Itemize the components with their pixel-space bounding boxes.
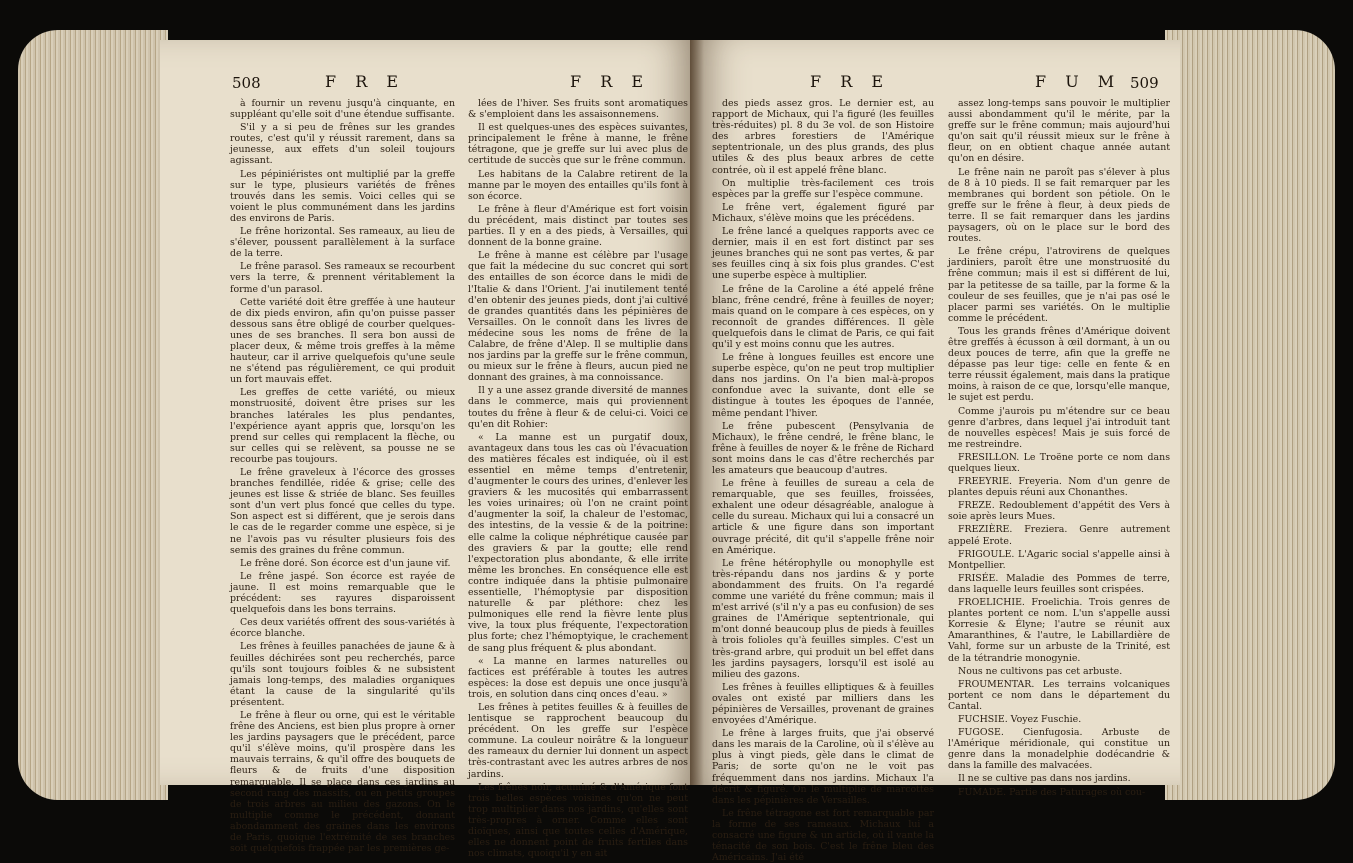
left-column-1 — [230, 98, 455, 855]
left-column-2 — [468, 98, 688, 860]
paragraph: Le frêne parasol. Ses rameaux se recourbent vers la terre, & prennent véritablement la forme d'un parasol. — [230, 261, 455, 295]
paragraph: Ces deux variétés offrent des sous-variétés à écorce blanche. — [230, 617, 455, 640]
paragraph: Le frêne à manne est célèbre par l'usage que fait la médecine du suc concret qui sort des entailles de son écorce dans le midi de l'Italie & dans l'Orient. J'ai inutilement tenté d'en obtenir des jeunes pieds, dont j'ai cultivé de grandes quantités dans les pépinières de Versailles. On le connoît dans les livres de médecine sous les noms de frêne de la Calabre, de frêne d'Alep. Il se multiplie dans nos jardins par la greffe sur le frêne commun, ou mieux sur le frêne à fleurs, aucun pied ne donnant des graines, à ma connoissance. — [468, 250, 688, 384]
paragraph: Il ne se cultive pas dans nos jardins. — [958, 773, 1131, 785]
paragraph: Le frêne vert, également figuré par Michaux, s'élève moins que les précédens. — [712, 201, 934, 224]
dictionary-entry: FREEYRIE. Freyeria. Nom d'un genre de plantes depuis réuni aux Chonanthes. — [948, 476, 1170, 499]
paragraph: des pieds assez gros. Le dernier est, au rapport de Michaux, qui l'a figuré (les feuilles très-réduites) pl. 8 du 3e vol. de son Histoire des arbres forestiers de l'Amérique septentrionale, un des plus grands, des plus utiles & des plus beaux arbres de cette contrée, où il est appelé frêne blanc. — [712, 98, 934, 176]
paragraph: « La manne en larmes naturelles ou factices est préférable à toutes les autres espèces: la dose est depuis une once jusqu'à trois, en solution dans cinq onces d'eau. » — [468, 655, 688, 700]
paragraph: Les habitans de la Calabre retirent de la manne par le moyen des entailles qu'ils font à son écorce. — [468, 168, 688, 202]
left-page-number: 508 — [232, 74, 261, 92]
right-column-1 — [712, 98, 934, 863]
dictionary-entry: FROELICHIE. Froelichia. Trois genres de plantes portent ce nom. L'un s'appelle aussi Korresie & Élyne; l'autre se réunit aux Amaranthines, & l'autre, le Labillardière de Vahl, forme sur un arbuste de la Trinité, est de la tétrandrie monogynie. — [948, 597, 1170, 664]
left-running-head-2: F R E — [570, 72, 650, 91]
paragraph: Le frêne à larges fruits, que j'ai observé dans les marais de la Caroline, où il s'élève au plus à vingt pieds, gèle dans le climat de Paris; de sorte qu'on ne le voit pas fréquemment dans nos jardins. Michaux l'a décrit & figuré. On le multiplie de marcottes dans les pépinières de Versailles. — [712, 728, 934, 806]
paragraph: Le frêne jaspé. Son écorce est rayée de jaune. Il est moins remarquable que le précédent: ses rayures disparoissent quelquefois dans les bons terrains. — [230, 570, 455, 616]
paragraph: Le frêne hétérophylle ou monophylle est très-répandu dans nos jardins & y porte abondamment des fruits. On l'a regardé comme une variété du frêne commun; mais il m'est arrivé (s'il n'y a pas eu confusion) de ses graines de l'Amérique septentrionale, qui m'ont donné beaucoup plus de pieds à feuilles à trois folioles qu'à feuilles simples. C'est un très-grand arbre, qui produit un bel effet dans les jardins paysagers, lorsqu'il est isolé au milieu des gazons. — [712, 557, 934, 680]
paragraph: Le frêne à fleur ou orne, qui est le véritable frêne des Anciens, est bien plus propre à orner les jardins paysagers que le précédent, parce qu'il s'élève moins, qu'il prospère dans les mauvais terrains, & qu'il offre des bouquets de fleurs & de fruits d'une disposition remarquable. Il se place dans ces jardins au second rang des massifs, ou en petits groupes de trois arbres au milieu des gazons. On le multiplie comme le précédent, donnant abondamment des graines dans les environs de Paris, quoique l'extrémité de ses branches soit quelquefois frappée par les premières ge- — [230, 709, 455, 855]
paragraph: Le frêne pubescent (Pensylvania de Michaux), le frêne cendré, le frêne blanc, le frêne à feuilles de noyer & le frêne de Richard sont moins dans le cas d'être recherchés par les amateurs que beaucoup d'autres. — [712, 420, 934, 476]
paragraph: S'il y a si peu de frênes sur les grandes routes, c'est qu'il y réussit rarement, dans sa jeunesse, aux effets d'un soleil toujours agissant. — [230, 122, 455, 167]
paragraph: Les frênes à feuilles panachées de jaune & à feuilles déchirées sont peu recherchés, parce qu'ils sont toujours foibles & ne subsistent jamais long-temps, des maladies organiques étant la cause de la singularité qu'ils présentent. — [230, 641, 455, 708]
paragraph: Les frênes à feuilles elliptiques & à feuilles ovales ont existé par milliers dans les pépinières de Versailles, provenant de graines envoyées d'Amérique. — [712, 681, 934, 727]
paragraph: « La manne est un purgatif doux, avantageux dans tous les cas où l'évacuation des matières fécales est indiquée, où il est essentiel en même temps d'entretenir, d'augmenter le cours des urines, d'enlever les graviers & les mucosités qui embarrassent les voies urinaires; où l'on ne craint point d'augmenter la soif, la chaleur de l'estomac, des intestins, de la vessie & de la poitrine: elle calme la colique néphrétique causée par des graviers & par la goutte; elle rend l'expectoration plus abondante, & elle irrite même les bronches. En conséquence elle est contre indiquée dans la phtisie pulmonaire essentielle, l'hémoptysie par disposition naturelle & par pléthore: chez les pulmoniques elle rend la fièvre lente plus vive, la toux plus fréquente, l'expectoration plus forte; chez l'hémoptyique, le crachement de sang plus fréquent & plus abondant. — [468, 431, 688, 654]
dictionary-entry: FUCHSIE. Voyez Fuschie. — [958, 713, 1082, 725]
paragraph: Le frêne à longues feuilles est encore une superbe espèce, qu'on ne peut trop multiplier dans nos jardins. On l'a bien mal-à-propos confondue avec la suivante, dont elle se distingue à toutes les époques de l'année, même pendant l'hiver. — [712, 352, 934, 419]
page-edges-left — [18, 30, 168, 800]
dictionary-entry: FREZE. Redoublement d'appétit des Vers à soie après leurs Mues. — [948, 500, 1170, 523]
paragraph: Le frêne horizontal. Ses rameaux, au lieu de s'élever, poussent parallèlement à la surface de la terre. — [230, 226, 455, 260]
paragraph: Le frêne de la Caroline a été appelé frêne blanc, frêne cendré, frêne à feuilles de noyer; mais quand on le compare à ces espèces, on y reconnoît de grandes différences. Il gèle quelquefois dans le climat de Paris, ce qui fait qu'il y est moins connu que les autres. — [712, 283, 934, 350]
paragraph: Il y a une assez grande diversité de mannes dans le commerce, mais qui proviennent toutes du frêne à fleur & de celui-ci. Voici ce qu'en dit Rohier: — [468, 385, 688, 430]
page-edges-right — [1165, 30, 1335, 800]
paragraph: à fournir un revenu jusqu'à cinquante, en suppléant qu'elle soit d'une étendue suffisante. — [230, 98, 455, 121]
paragraph: assez long-temps sans pouvoir le multiplier aussi abondamment qu'il le mérite, par la greffe sur le frêne commun; mais aujourd'hui qu'on sait qu'il réussit mieux sur le frêne à fleur, on en obtient chaque année autant qu'on en désire. — [948, 98, 1170, 165]
paragraph: Les pépiniéristes ont multiplié par la greffe sur le type, plusieurs variétés de frênes trouvés dans les semis. Voici celles qui se voient le plus communément dans les jardins des environs de Paris. — [230, 168, 455, 224]
dictionary-entry: FREZIÈRE. Freziera. Genre autrement appelé Erote. — [948, 524, 1170, 547]
dictionary-entry: FRIGOULE. L'Agaric social s'appelle ainsi à Montpellier. — [948, 548, 1170, 571]
dictionary-entry: FRESILLON. Le Troëne porte ce nom dans quelques lieux. — [948, 451, 1170, 474]
paragraph: Le frêne nain ne paroît pas s'élever à plus de 8 à 10 pieds. Il se fait remarquer par les membranes qui bordent son pétiole. On le greffe sur le frêne à fleur, à deux pieds de terre. Il se fait remarquer dans les jardins paysagers, où on le place sur le bord des routes. — [948, 166, 1170, 245]
paragraph: Tous les grands frênes d'Amérique doivent être greffés à écusson à œil dormant, à un ou deux pouces de terre, afin que la greffe ne dépasse pas leur tige: celle en fente & en terre réussit également, mais dans la pratique moins, à raison de ce que, lorsqu'elle manque, le sujet est perdu. — [948, 325, 1170, 404]
right-column-2 — [948, 98, 1170, 798]
book-gutter — [690, 40, 704, 785]
dictionary-entry: FRISÉE. Maladie des Pommes de terre, dans laquelle leurs feuilles sont crispées. — [948, 572, 1170, 595]
paragraph: Le frêne à fleur d'Amérique est fort voisin du précédent, mais distinct par toutes ses parties. Il y en a des pieds, à Versailles, qui donnent de la bonne graine. — [468, 203, 688, 249]
paragraph: Les frênes à petites feuilles & à feuilles de lentisque se rapprochent beaucoup du précédent. On les greffe sur l'espèce commune. La couleur noirâtre & la longueur des rameaux du dernier lui donnent un aspect très-contrastant avec les autres arbres de nos jardins. — [468, 701, 688, 780]
paragraph: Comme j'aurois pu m'étendre sur ce beau genre d'arbres, dans lequel j'ai introduit tant de nouvelles espèces! Mais je suis forcé de me restreindre. — [948, 405, 1170, 450]
paragraph: Le frêne tétragone est fort remarquable par la forme de ses rameaux. Michaux lui a consacré une figure & un article, où il vante la ténacité de son bois. C'est le frêne bleu des Américains. J'ai été — [712, 807, 934, 863]
dictionary-entry: FUMADE. Partie des Paturages où cou- — [958, 786, 1146, 798]
right-running-head-1: F R E — [810, 72, 890, 91]
right-running-head-2: F U M — [1035, 72, 1122, 91]
paragraph: Le frêne doré. Son écorce est d'un jaune vif. — [240, 557, 451, 569]
left-page — [160, 40, 700, 860]
paragraph: Le frêne à feuilles de sureau a cela de remarquable, que ses feuilles, froissées, exhalent une odeur désagréable, analogue à celle du sureau. Michaux qui lui a consacré un article & une figure dans son important ouvrage précité, dit qu'il s'appelle frêne noir en Amérique. — [712, 478, 934, 556]
paragraph: Cette variété doit être greffée à une hauteur de dix pieds environ, afin qu'on puisse passer dessous sans être obligé de courber quelques-unes de ses branches. Il sera bon aussi de placer deux, & même trois greffes à la même hauteur, car il arrive quelquefois qu'une seule ne s'étend pas régulièrement, ce qui produit un fort mauvais effet. — [230, 296, 455, 386]
right-page — [690, 40, 1180, 863]
paragraph: Les frênes noir, acuminé & d'Amérique font trois belles espèces voisines qu'on ne peut trop multiplier dans nos jardins, qu'elles sont très-propres à orner. Comme elles sont dioïques, ainsi que toutes celles d'Amérique, elles ne donnent point de fruits fertiles dans nos climats, quoiqu'il y en ait — [468, 781, 688, 860]
left-running-head-1: F R E — [325, 72, 405, 91]
paragraph: Nous ne cultivons pas cet arbuste. — [958, 665, 1123, 677]
paragraph: Le frêne crépu, l'atrovirens de quelques jardiniers, paroît être une monstruosité du frêne commun; mais il est si différent de lui, par la petitesse de sa taille, par la forme & la couleur de ses feuilles, que je n'ai pas osé le placer parmi ses variétés. On le multiplie comme le précédent. — [948, 246, 1170, 324]
dictionary-entry: FUGOSE. Cienfugosia. Arbuste de l'Amérique méridionale, qui constitue un genre dans la monadelphie dodécandrie & dans la famille des malvacées. — [948, 727, 1170, 772]
paragraph: Les greffes de cette variété, ou mieux monstruosité, doivent être prises sur les branches latérales les plus pendantes, l'expérience ayant appris que, lorsqu'on les prend sur celles qui remplacent la flèche, ou sur celles qui se relèvent, sa pousse ne se recourbe pas toujours. — [230, 387, 455, 465]
paragraph: Le frêne lancé a quelques rapports avec ce dernier, mais il en est fort distinct par ses jeunes branches qui ne sont pas vertes, & par ses feuilles cinq à six fois plus grandes. C'est une superbe espèce à multiplier. — [712, 226, 934, 282]
paragraph: On multiplie très-facilement ces trois espèces par la greffe sur l'espèce commune. — [712, 177, 934, 200]
right-page-number: 509 — [1130, 74, 1159, 92]
dictionary-entry: FROUMENTAR. Les terrains volcaniques portent ce nom dans le département du Cantal. — [948, 678, 1170, 712]
paragraph: lées de l'hiver. Ses fruits sont aromatiques & s'emploient dans les assaisonnemens. — [468, 98, 688, 121]
paragraph: Il est quelques-unes des espèces suivantes, principalement le frêne à manne, le frêne tétragone, que je greffe sur lui avec plus de certitude de succès que sur le frêne commun. — [468, 122, 688, 167]
paragraph: Le frêne graveleux à l'écorce des grosses branches fendillée, ridée & grise; celle des jeunes est lisse & striée de blanc. Ses feuilles sont d'un vert plus foncé que celles du type. Son aspect est si différent, que je serois dans le cas de le regarder comme une espèce, si je ne l'avois pas vu résulter plusieurs fois des semis des graines du frêne commun. — [230, 467, 455, 556]
